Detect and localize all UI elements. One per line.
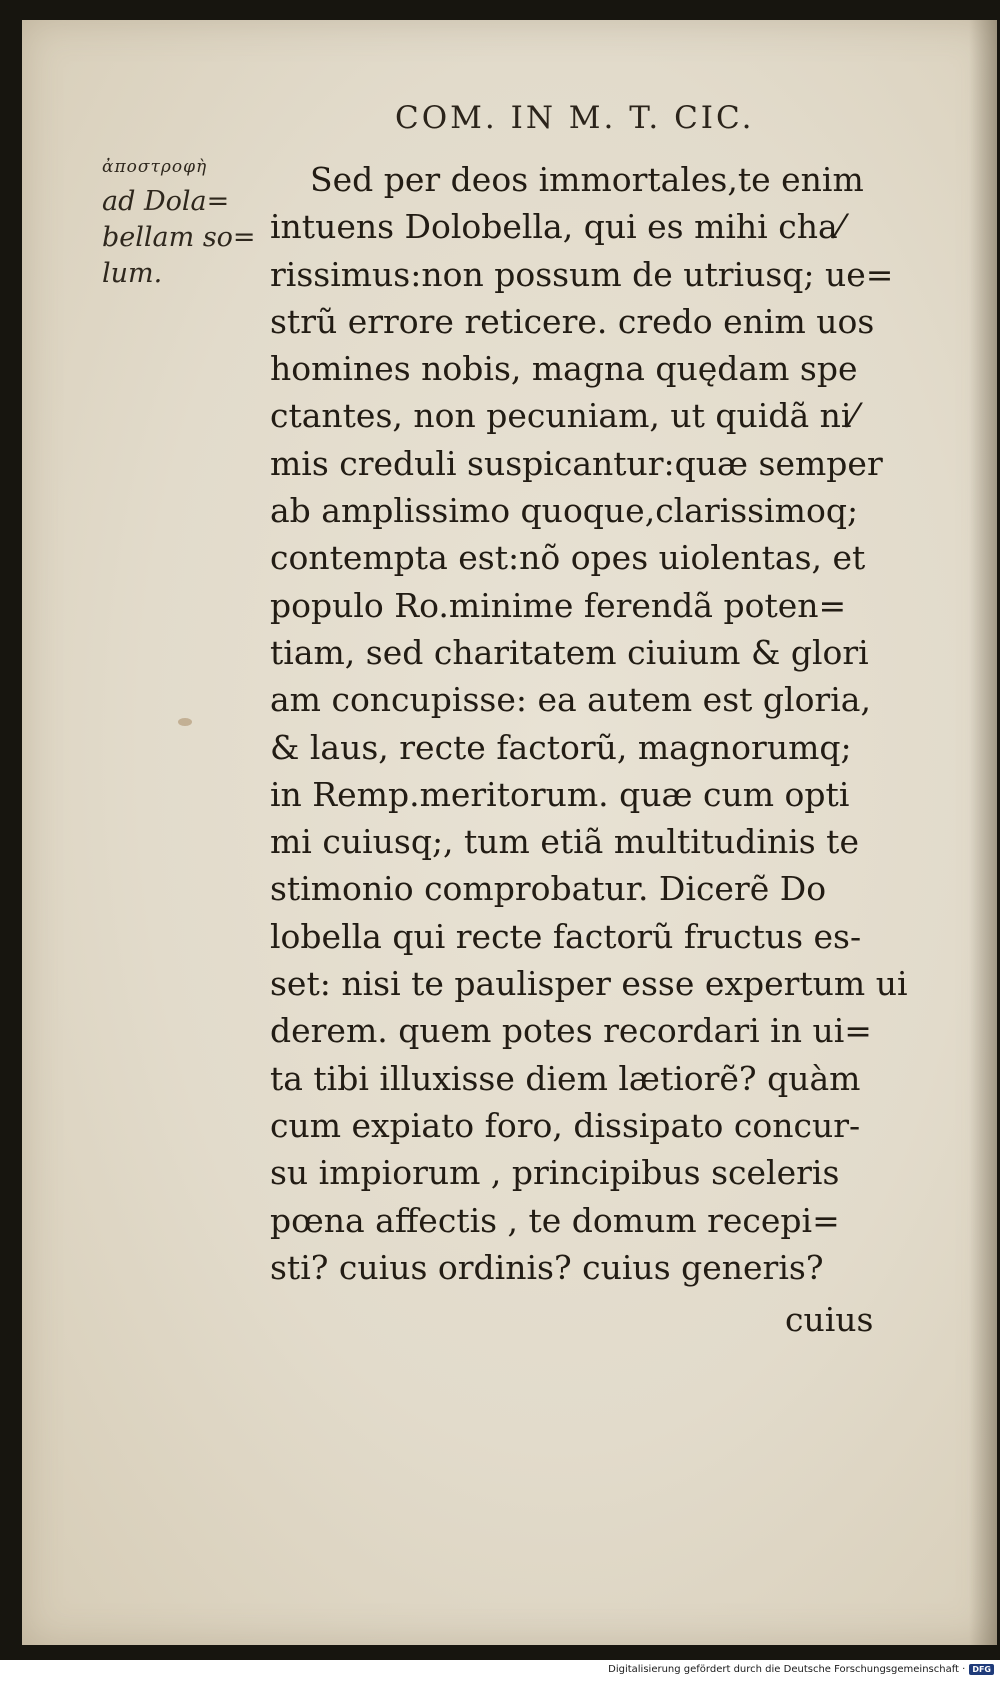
paper-stain [178, 718, 192, 726]
text-line: am concupisse: ea autem est gloria, [270, 680, 871, 720]
text-line: & laus, recte factorũ, magnorumq; [270, 727, 852, 767]
text-line: su impiorum , principibus sceleris [270, 1153, 840, 1193]
marginal-note-line: ad Dola= [102, 186, 230, 217]
marginal-note-greek: ἀποστροφὴ [102, 157, 208, 177]
digitization-credit [608, 1664, 994, 1675]
text-line: populo Ro.minime ferendã poten= [270, 585, 847, 625]
body-text [270, 156, 940, 1291]
text-line: intuens Dolobella, qui es mihi cha⁄ [270, 207, 844, 247]
text-line: ta tibi illuxisse diem lætiorẽ? quàm [270, 1058, 861, 1098]
text-line: derem. quem potes recordari in ui= [270, 1011, 872, 1051]
text-line: pœna affectis , te domum recepi= [270, 1200, 840, 1240]
dfg-logo-icon: DFG [969, 1664, 994, 1675]
text-line: cum expiato foro, dissipato concur- [270, 1105, 861, 1145]
text-line: mis creduli suspicantur:quæ semper [270, 443, 883, 483]
text-line: ab amplissimo quoque,clarissimoq; [270, 491, 859, 531]
text-line: contempta est:nõ opes uiolentas, et [270, 538, 866, 578]
credit-text: Digitalisierung gefördert durch die Deutsche Forschungsgemeinschaft · [608, 1664, 966, 1675]
text-line: lobella qui recte factorũ fructus es- [270, 916, 862, 956]
catchword: cuius [785, 1300, 874, 1339]
text-line: Sed per deos immortales,te enim [310, 160, 864, 199]
marginal-note-line: bellam so= [102, 222, 256, 253]
marginal-note [102, 150, 262, 292]
text-line: strũ errore reticere. credo enim uos [270, 301, 875, 341]
text-line: rissimus:non possum de utriusq; ue= [270, 254, 894, 294]
text-line: tiam, sed charitatem ciuium & glori [270, 632, 869, 672]
running-head: COM. IN M. T. CIC. [395, 100, 755, 136]
text-line: set: nisi te paulisper esse expertum ui [270, 964, 908, 1004]
text-line: in Remp.meritorum. quæ cum opti [270, 774, 850, 814]
text-line: homines nobis, magna quędam spe [270, 349, 858, 389]
marginal-note-line: lum. [102, 258, 163, 289]
text-line: stimonio comprobatur. Dicerẽ Do [270, 869, 827, 909]
text-line: sti? cuius ordinis? cuius generis? [270, 1247, 824, 1287]
page-edge-shadow [969, 20, 997, 1645]
text-line: ctantes, non pecuniam, ut quidã ni⁄ [270, 396, 857, 436]
text-line: mi cuiusq;, tum etiã multitudinis te [270, 822, 859, 862]
